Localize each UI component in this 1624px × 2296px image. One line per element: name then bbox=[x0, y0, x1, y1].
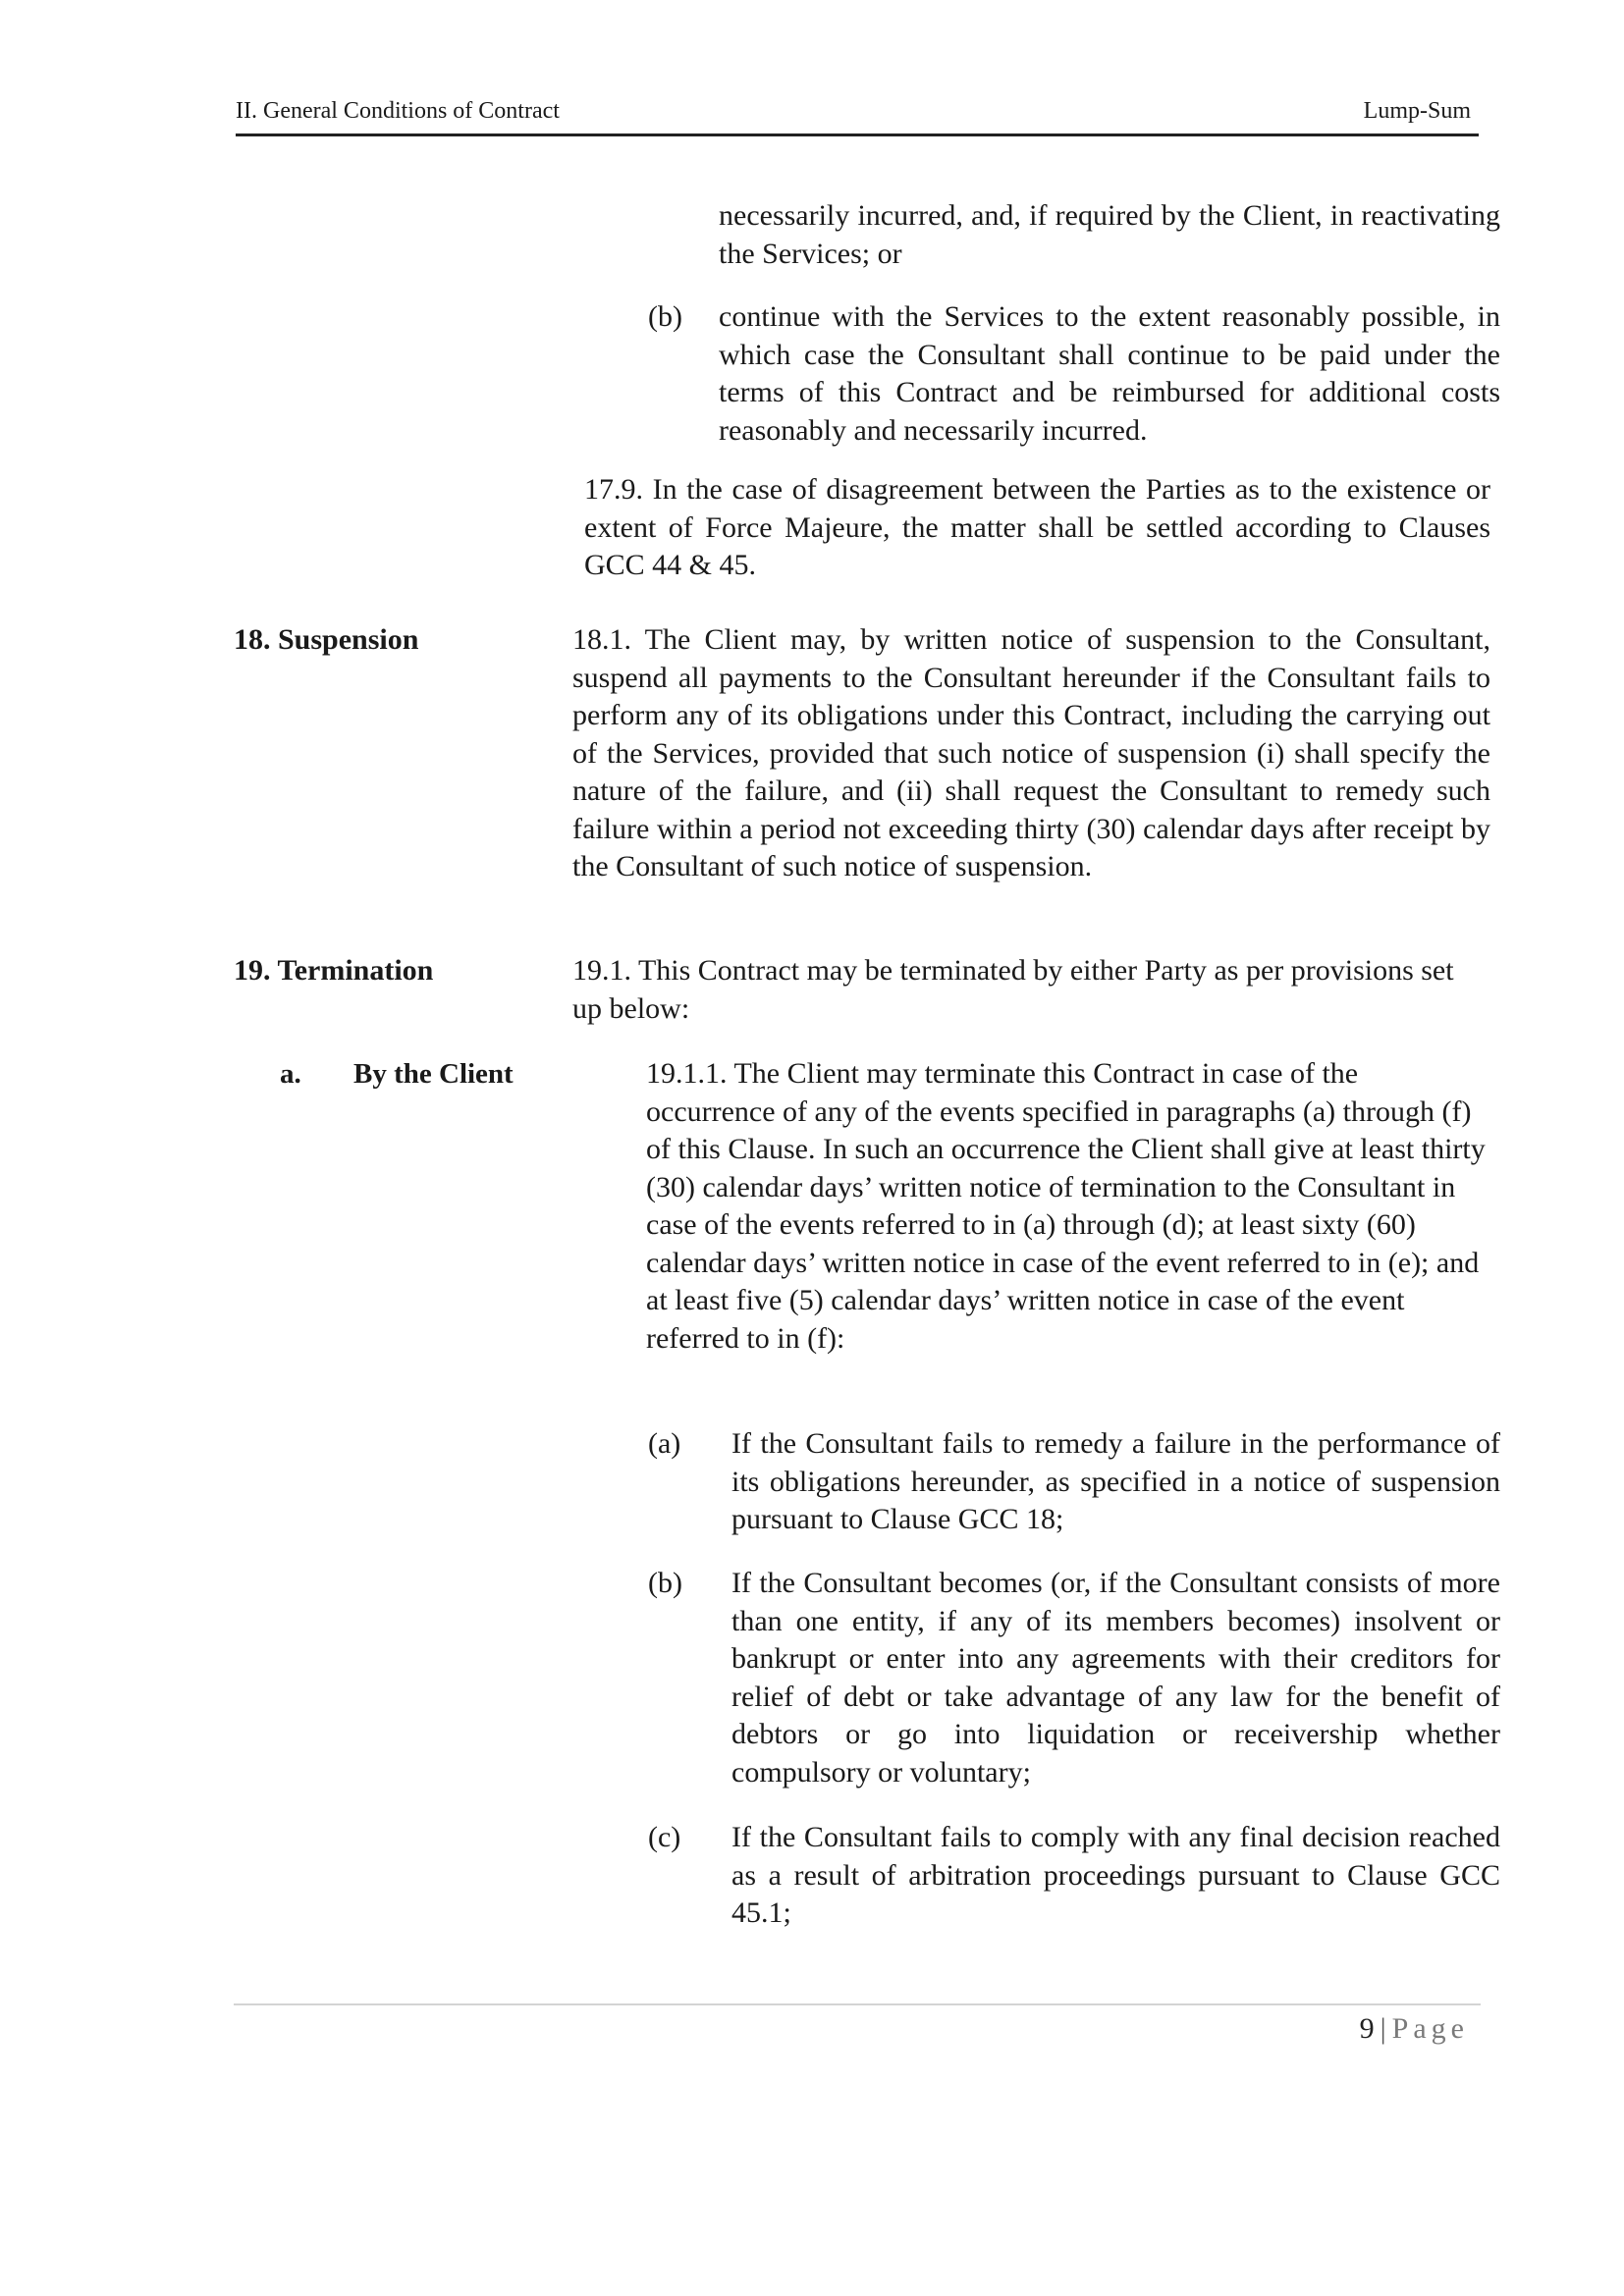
termination-item-c-label: (c) bbox=[648, 1821, 681, 1853]
clause-17-item-b-label: (b) bbox=[648, 300, 682, 333]
termination-item-b-label: (b) bbox=[648, 1567, 682, 1599]
clause-18-1-text: 18.1. The Client may, by written notice of suspension to the Consultant, suspend all payments to the Consultant hereunder if the Consultant fails to perform any of its obligations under this Contract, including the carrying out of the Services, provided that such notice of suspension (i) shall specify the nature of the failure, and (ii) shall request the Consultant to remedy such failure within a period not exceeding thirty (30) calendar days after receipt by the Consultant of such notice of suspension. bbox=[572, 623, 1490, 882]
clause-19-1-1-text: 19.1.1. The Client may terminate this Contract in case of the occurrence of any of the events specified in paragraphs (a) through (f) of this Clause. In such an occurrence the Client shall give at least thirty (30) calendar days’ written notice of termination to the Consultant in case of the events referred to in (a) through (d); at least sixty (60) calendar days’ written notice in case of the event referred to in (e); and at least five (5) calendar days’ written notice in case of the event referred to in (f): bbox=[646, 1057, 1486, 1355]
footer-divider bbox=[234, 2003, 1481, 2005]
page-number bbox=[1360, 2012, 1469, 2046]
termination-item-a-text: If the Consultant fails to remedy a failure in the performance of its obligations hereunder, as specified in a notice of suspension pursuant to Clause GCC 18; bbox=[731, 1427, 1500, 1535]
page-number-separator: | bbox=[1380, 2012, 1386, 2045]
header-section-title: II. General Conditions of Contract bbox=[236, 98, 560, 124]
page-label: Page bbox=[1391, 2012, 1469, 2045]
clause-19-heading: 19. Termination bbox=[234, 954, 434, 987]
page-number-value: 9 bbox=[1359, 2012, 1375, 2045]
clause-18-heading: 18. Suspension bbox=[234, 623, 419, 656]
termination-item-b-text: If the Consultant becomes (or, if the Consultant consists of more than one entity, if any of its members becomes) insolvent or bankrupt or enter into any agreements with their creditors for relief of debt or take advantage of any law for the benefit of debtors or go into liquidation or receivership whether compulsory or voluntary; bbox=[731, 1567, 1500, 1789]
clause-17-9-text: 17.9. In the case of disagreement between the Parties as to the existence or extent of Force Majeure, the matter shall be settled according to Clauses GCC 44 & 45. bbox=[584, 473, 1490, 581]
clause-17-item-b-text: continue with the Services to the extent reasonably possible, in which case the Consultant shall continue to be paid under the terms of this Contract and be reimbursed for additional costs reasonably and necessarily incurred. bbox=[719, 300, 1500, 447]
subsection-letter: a. bbox=[280, 1058, 301, 1090]
header-contract-type: Lump-Sum bbox=[1363, 98, 1471, 124]
termination-item-c-text: If the Consultant fails to comply with any final decision reached as a result of arbitration proceedings pursuant to Clause GCC 45.1; bbox=[731, 1821, 1500, 1929]
clause-17-continuation: necessarily incurred, and, if required by the Client, in reactivating the Services; or bbox=[719, 199, 1500, 270]
clause-19-1-text: 19.1. This Contract may be terminated by either Party as per provisions set up below: bbox=[572, 954, 1454, 1025]
page-header bbox=[236, 96, 1479, 136]
subsection-title: By the Client bbox=[353, 1058, 514, 1090]
termination-item-a-label: (a) bbox=[648, 1427, 681, 1460]
